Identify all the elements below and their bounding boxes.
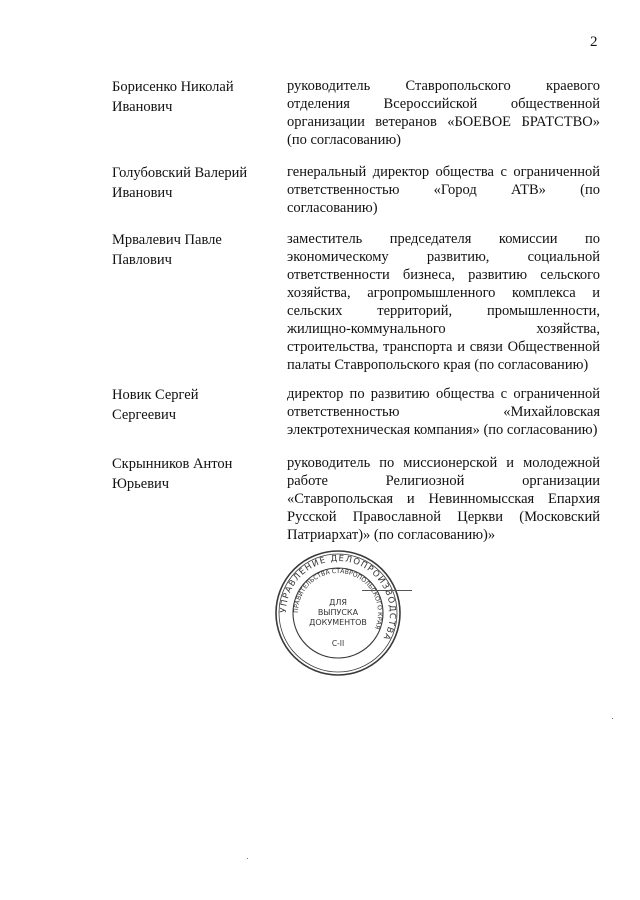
name-line: Мрвалевич Павле [112, 232, 222, 248]
scan-speck [612, 718, 613, 719]
stamp-inner-text: ПРАВИТЕЛЬСТВА СТАВРОПОЛЬСКОГО КРАЯ [292, 567, 384, 631]
name-line: Голубовский Валерий [112, 165, 248, 181]
stamp-center-line: ДЛЯ [329, 598, 347, 607]
person-role: руководитель по миссионерской и молодежной работе Религиозной организации «Ставропольская и Невинномысская Епархия Русской Православной Церкви (Московский Патриархат)» (по согласованию)» [287, 455, 600, 543]
stamp-center-line: ВЫПУСКА [317, 608, 359, 617]
person-name [112, 77, 272, 117]
person-name [112, 454, 272, 494]
name-line: Иванович [112, 185, 173, 201]
stamp-number: С-II [331, 639, 345, 648]
name-line: Павлович [112, 252, 172, 268]
signature-line [362, 590, 412, 591]
name-line: Иванович [112, 99, 173, 115]
person-role: директор по развитию общества с ограниченной ответственностью «Михайловская электротехническая компания» (по согласованию) [287, 386, 600, 438]
stamp-outer-text: УПРАВЛЕНИЕ ДЕЛОПРОИЗВОДСТВА [278, 553, 398, 643]
name-line: Скрынников Антон [112, 456, 233, 472]
scan-speck [247, 858, 248, 859]
person-name [112, 230, 272, 270]
name-line: Юрьевич [112, 476, 170, 492]
person-role: заместитель председателя комиссии по экономическому развитию, социальной ответственности бизнеса, развитию сельского хозяйства, агропромышленного комплекса и сельских территорий, промышленности, жилищно-коммунального хозяйства, строительства, транспорта и связи Общественной палаты Ставропольского края (по согласованию) [287, 231, 600, 373]
person-role: руководитель Ставропольского краевого отделения Всероссийской общественной организации ветеранов «БОЕВОЕ БРАТСТВО» (по согласованию) [287, 78, 600, 148]
official-stamp [258, 548, 418, 678]
person-name [112, 385, 272, 425]
page-number: 2 [590, 34, 598, 50]
person-name [112, 163, 272, 203]
name-line: Сергеевич [112, 407, 177, 423]
person-role: генеральный директор общества с ограниченной ответственностью «Город АТВ» (по согласованию) [287, 164, 600, 216]
name-line: Борисенко Николай [112, 79, 234, 95]
stamp-center-line: ДОКУМЕНТОВ [309, 618, 367, 627]
name-line: Новик Сергей [112, 387, 199, 403]
